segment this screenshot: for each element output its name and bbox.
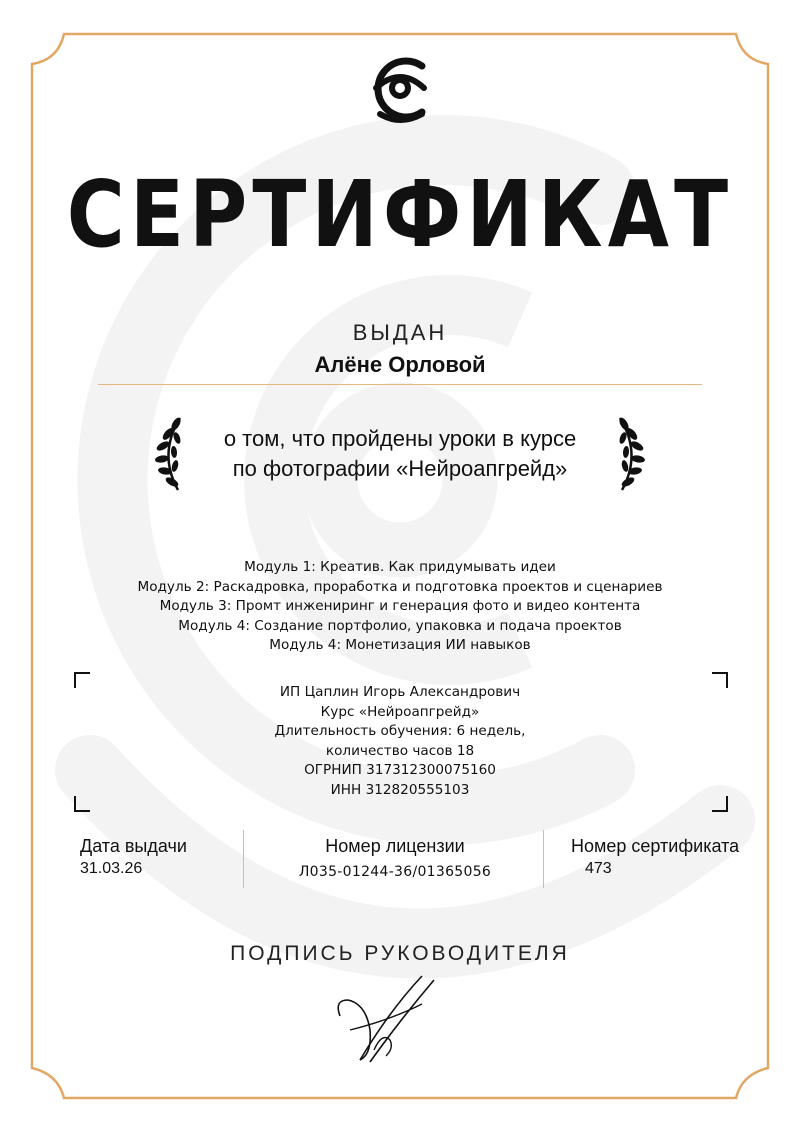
statement-line-2: по фотографии «Нейроапгрейд»	[232, 456, 568, 481]
laurel-left-icon	[150, 414, 194, 494]
column-separator	[543, 830, 544, 888]
divider-line	[98, 384, 702, 385]
signature-mark	[330, 970, 440, 1070]
certificate-number-label: Номер сертификата	[571, 836, 740, 856]
recipient-name: Алёне Орловой	[314, 352, 486, 377]
issue-date-value: 31.03.26	[80, 860, 143, 877]
modules-list	[60, 558, 740, 656]
signature-label: ПОДПИСЬ РУКОВОДИТЕЛЯ	[230, 942, 570, 965]
module-item: Модуль 4: Создание портфолио, упаковка и подача проектов	[178, 617, 622, 634]
org-line: Длительность обучения: 6 недель,	[274, 723, 526, 739]
completion-statement	[190, 424, 610, 484]
license-number: Л035-01244-36/01365056	[298, 864, 492, 880]
certificate-title: СЕРТИФИКАТ	[66, 161, 734, 268]
org-line: количество часов 18	[325, 742, 475, 759]
org-line: ОГРНИП 317312300075160	[304, 762, 496, 778]
license-label: Номер лицензии	[325, 836, 465, 856]
corner-mark-bottom-right	[712, 796, 728, 812]
organization-info	[200, 683, 600, 800]
module-item: Модуль 3: Промт инжениринг и генерация фото и видео контента	[159, 598, 641, 614]
org-line: Курс «Нейроапгрейд»	[320, 703, 480, 720]
issue-date-label: Дата выдачи	[80, 836, 187, 856]
eye-c-logo-icon	[366, 52, 434, 126]
org-line: ИНН 312820555103	[330, 781, 470, 798]
module-item: Модуль 4: Монетизация ИИ навыков	[269, 637, 531, 653]
column-separator	[243, 830, 244, 888]
corner-mark-top-left	[74, 672, 90, 688]
module-item: Модуль 2: Раскадровка, проработка и подготовка проектов и сценариев	[137, 578, 663, 595]
corner-mark-top-right	[712, 672, 728, 688]
laurel-right-icon	[606, 414, 650, 494]
issued-label: ВЫДАН	[352, 320, 448, 345]
statement-line-1: о том, что пройдены уроки в курсе	[223, 426, 577, 451]
certificate-number-value: 473	[585, 860, 612, 877]
org-line: ИП Цаплин Игорь Александрович	[279, 684, 521, 700]
module-item: Модуль 1: Креатив. Как придумывать идеи	[244, 559, 556, 575]
corner-mark-bottom-left	[74, 796, 90, 812]
